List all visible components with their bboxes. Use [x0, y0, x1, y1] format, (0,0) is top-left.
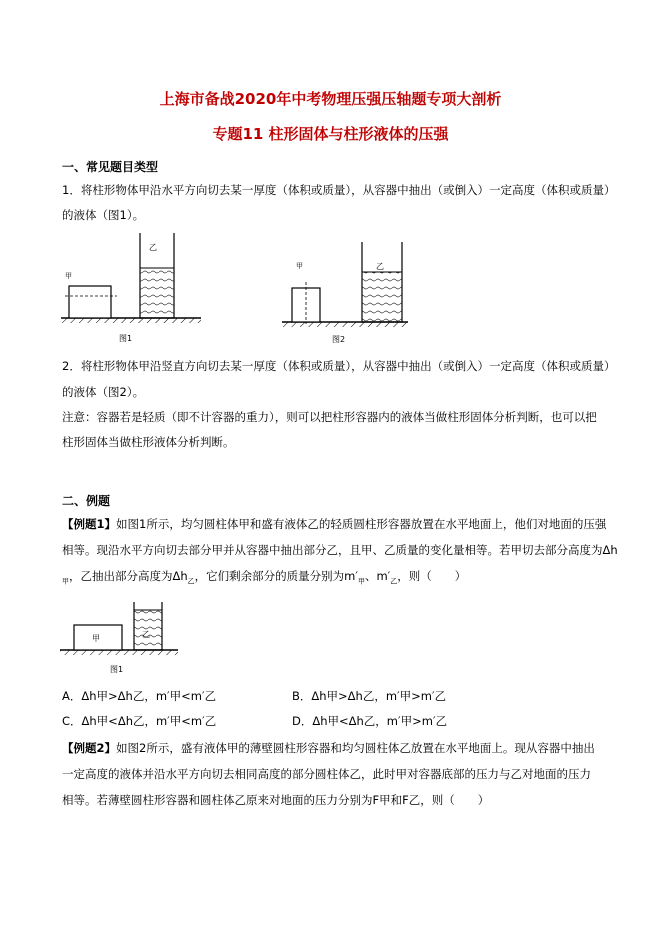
liquid-yi [140, 268, 174, 318]
item1-line2: 的液体（图1）。 [62, 208, 145, 222]
fig3-caption: 图1 [110, 665, 124, 674]
example1-text3h: ，则（ ） [397, 569, 467, 583]
option-a: A．Δh甲>Δh乙，m′甲<m′乙 [62, 689, 217, 703]
example2-line1 [62, 738, 595, 758]
example1-text3f: 、m′ [364, 569, 391, 583]
fig2-label-yi: 乙 [376, 262, 384, 271]
option-c: C．Δh甲<Δh乙，m′甲<m′乙 [62, 714, 217, 728]
liquid-yi [362, 272, 402, 322]
example1-tag: 【例题1】 [62, 517, 117, 531]
sub-yi: 乙 [390, 577, 398, 586]
example1-line3 [62, 566, 466, 591]
item2-line2: 的液体（图2）。 [62, 385, 145, 399]
example2-line2: 一定高度的液体并沿水平方向切去相同高度的部分圆柱体乙，此时甲对容器底部的压力与乙对地面的压力 [62, 767, 591, 781]
sub-jia: 甲 [357, 577, 365, 586]
example1-text1: 如图1所示，均匀圆柱体甲和盛有液体乙的轻质圆柱形容器放置在水平地面上，他们对地面的压强 [116, 517, 607, 531]
sub-yi: 乙 [187, 577, 195, 586]
note-line1: 注意：容器若是轻质（即不计容器的重力），则可以把柱形容器内的液体当做柱形固体分析判断，也可以把 [62, 410, 597, 424]
figure-1 [55, 228, 205, 348]
figure-2 [280, 228, 410, 348]
example1-text3b: ，乙抽出部分高度为Δh [69, 569, 188, 583]
doc-subtitle: 专题11 柱形固体与柱形液体的压强 [212, 125, 449, 143]
fig3-label-jia: 甲 [92, 634, 100, 643]
item1-line1: 1．将柱形物体甲沿水平方向切去某一厚度（体积或质量），从容器中抽出（或倒入）一定高度（体积或质量） [62, 183, 616, 197]
example2-line3: 相等。若薄壁圆柱形容器和圆柱体乙原来对地面的压力分别为F甲和F乙，则（ ） [62, 793, 490, 807]
note-line2: 柱形固体当做柱形液体分析判断。 [62, 435, 235, 449]
example1-text3d: ，它们剩余部分的质量分别为m′ [194, 569, 358, 583]
option-b: B．Δh甲>Δh乙，m′甲>m′乙 [292, 689, 447, 703]
fig1-label-yi: 乙 [149, 243, 157, 252]
example1-line2: 相等。现沿水平方向切去部分甲并从容器中抽出部分乙，且甲、乙质量的变化量相等。若甲切去部分高度为Δh [62, 543, 618, 557]
section1-heading: 一、常见题目类型 [62, 160, 159, 174]
fig2-caption: 图2 [332, 335, 346, 344]
doc-title: 上海市备战2020年中考物理压强压轴题专项大剖析 [159, 90, 502, 108]
example1-line1 [62, 514, 606, 534]
fig1-label-jia: 甲 [65, 272, 72, 280]
section2-heading: 二、例题 [62, 494, 111, 508]
example2-tag: 【例题2】 [62, 741, 117, 755]
fig3-label-yi: 乙 [142, 630, 150, 639]
option-d: D．Δh甲<Δh乙，m′甲>m′乙 [292, 714, 448, 728]
sub-jia: 甲 [62, 577, 69, 586]
item2-line1: 2．将柱形物体甲沿竖直方向切去某一厚度（体积或质量），从容器中抽出（或倒入）一定高度（体积或质量） [62, 359, 616, 373]
example2-text1: 如图2所示，盛有液体甲的薄壁圆柱形容器和均匀圆柱体乙放置在水平地面上。现从容器中抽出 [116, 741, 595, 755]
solid-jia [69, 286, 111, 318]
figure-example1 [60, 600, 190, 680]
fig2-label-jia: 甲 [296, 262, 303, 270]
fig1-caption: 图1 [119, 334, 133, 343]
